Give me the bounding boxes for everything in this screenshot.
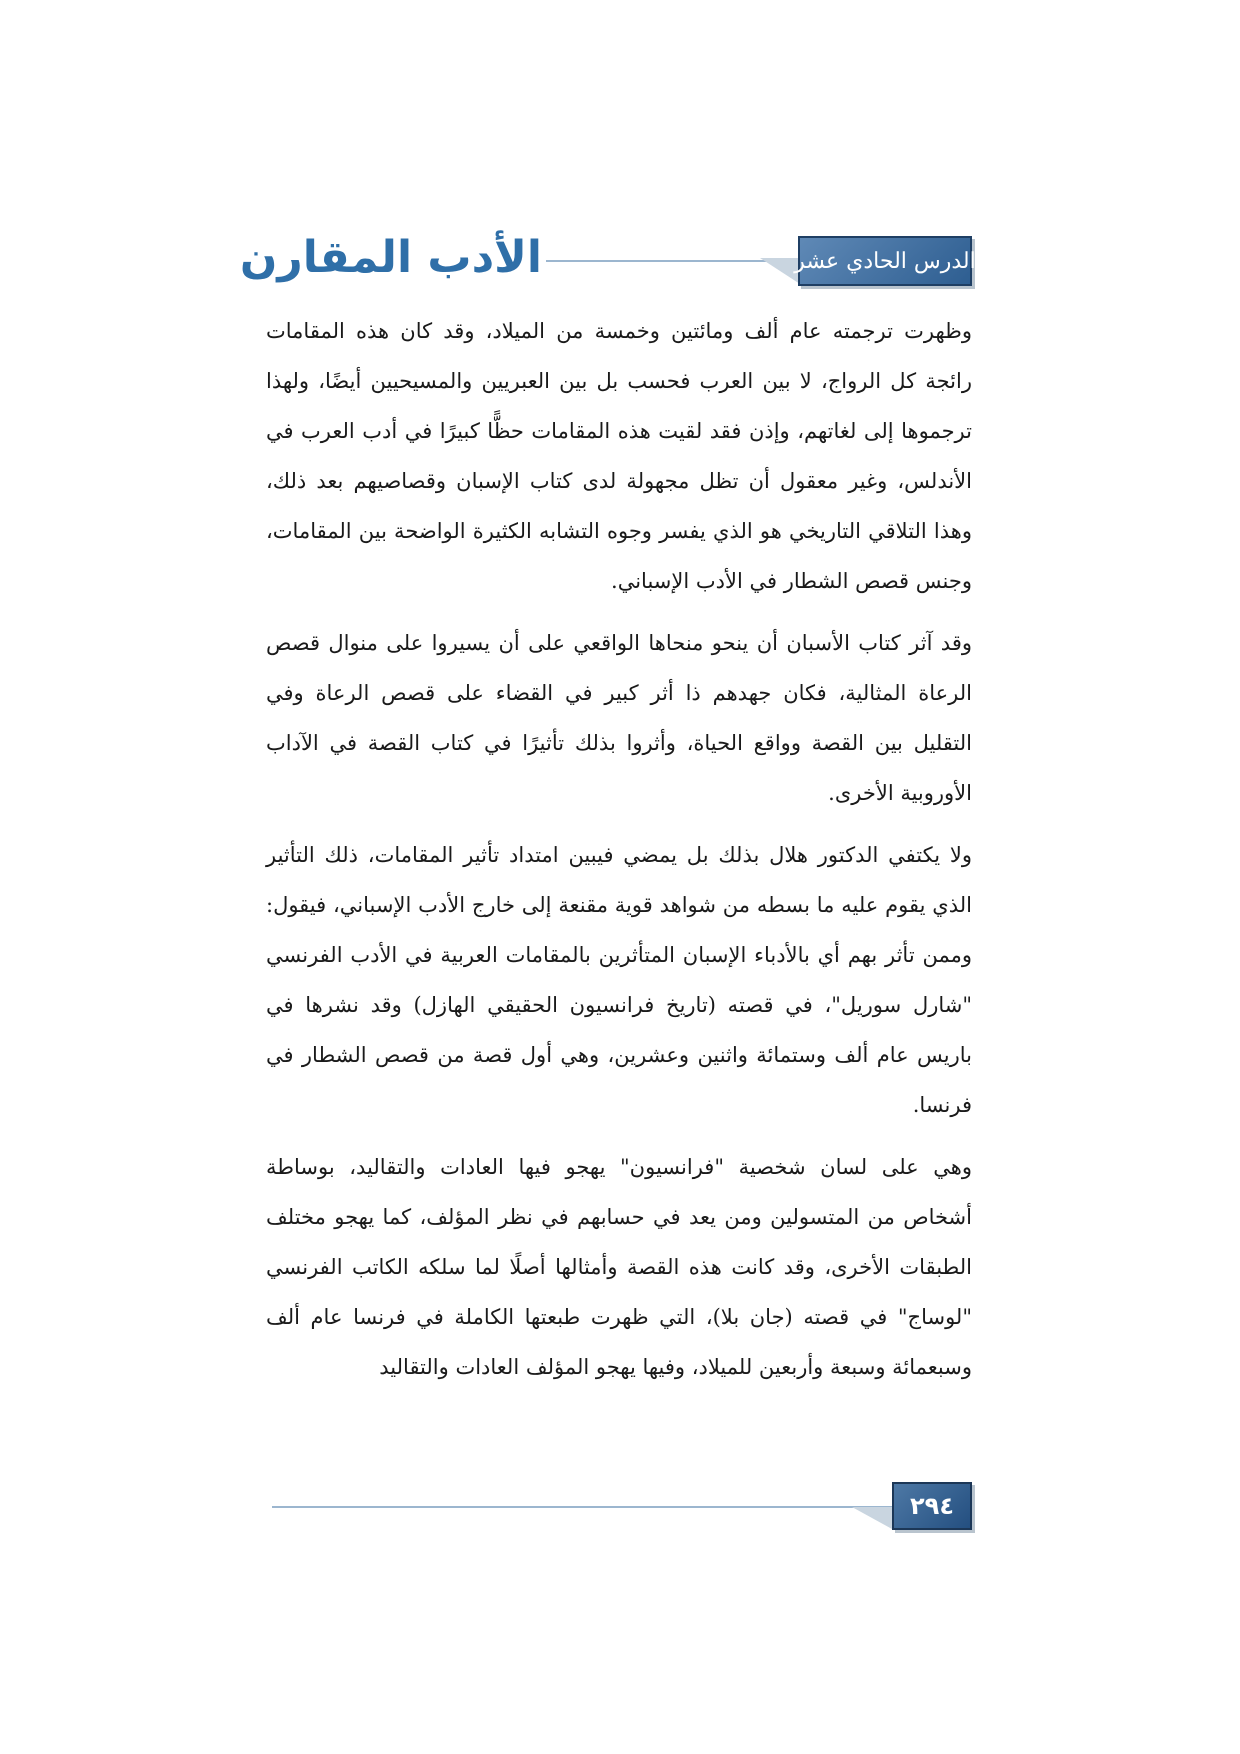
footer-divider xyxy=(272,1506,892,1508)
paragraph-4: وهي على لسان شخصية "فرانسيون" يهجو فيها العادات والتقاليد، بوساطة أشخاص من المتسولين ومن يعد في حسابهم في نظر المؤلف، كما يهجو مختلف الطبقات الأخرى، وقد كانت هذه القصة وأمثالها أصلًا لما سلكه الكاتب الفرنسي "لوساج" في قصته (جان بلا)، التي ظهرت طبعتها الكاملة في فرنسا عام ألف وسبعمائة وسبعة وأربعين للميلاد، وفيها يهجو المؤلف العادات والتقاليد xyxy=(266,1155,972,1379)
page-number: ٢٩٤ xyxy=(892,1482,972,1530)
paragraph-2: وقد آثر كتاب الأسبان أن ينحو منحاها الواقعي على أن يسيروا على منوال قصص الرعاة المثالية، فكان جهدهم ذا أثر كبير في القضاء على قصص الرعاة وفي التقليل بين القصة وواقع الحياة، وأثروا بذلك تأثيرًا في كتاب القصة في الآداب الأوروبية الأخرى. xyxy=(266,631,972,805)
page-title: الأدب المقارن xyxy=(239,232,542,283)
page-body xyxy=(266,306,972,1404)
paragraph-1: وظهرت ترجمته عام ألف ومائتين وخمسة من الميلاد، وقد كان هذه المقامات رائجة كل الرواج، لا بين العرب فحسب بل بين العبريين والمسيحيين أيضًا، ولهذا ترجموها إلى لغاتهم، وإذن فقد لقيت هذه المقامات حظًّا كبيرًا في أدب العرب في الأندلس، وغير معقول أن تظل مجهولة لدى كتاب الإسبان وقصاصيهم بعد ذلك، وهذا التلاقي التاريخي هو الذي يفسر وجوه التشابه الكثيرة الواضحة بين المقامات، وجنس قصص الشطار في الأدب الإسباني. xyxy=(266,319,972,593)
footer-badge-tail xyxy=(852,1507,892,1529)
page-header xyxy=(239,232,976,288)
paragraph-3: ولا يكتفي الدكتور هلال بذلك بل يمضي فيبين امتداد تأثير المقامات، ذلك التأثير الذي يقوم عليه ما بسطه من شواهد قوية مقنعة إلى خارج الأدب الإسباني، فيقول: وممن تأثر بهم أي بالأدباء الإسبان المتأثرين بالمقامات العربية في الأدب الفرنسي "شارل سوريل"، في قصته (تاريخ فرانسيون الحقيقي الهازل) وقد نشرها في باريس عام ألف وستمائة واثنين وعشرين، وهي أول قصة من قصص الشطار في فرنسا. xyxy=(266,843,972,1117)
page-footer xyxy=(272,1482,972,1532)
lesson-badge: الدرس الحادي عشر xyxy=(798,236,972,286)
